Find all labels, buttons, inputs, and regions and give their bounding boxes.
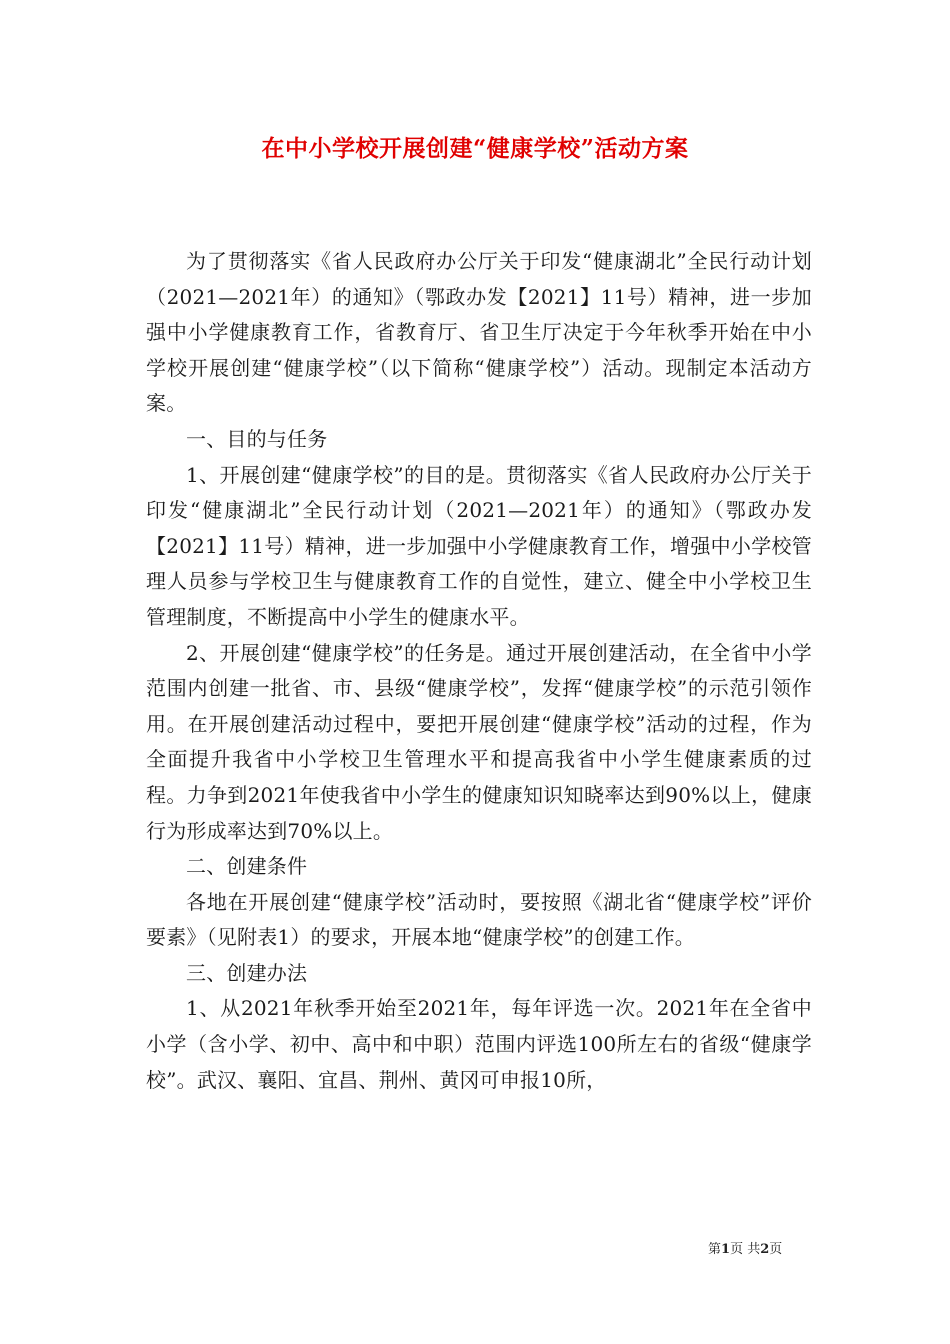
task-paragraph: 2、开展创建“健康学校”的任务是。通过开展创建活动，在全省中小学范围内创建一批省、市、县级“健康学校”，发挥“健康学校”的示范引领作用。在开展创建活动过程中，要把开展创建“健康学校”活动的过程，作为全面提升我省中小学校卫生管理水平和提高我省中小学生健康素质的过程。力争到2021年使我省中小学生的健康知识知晓率达到90%以上，健康行为形成率达到70%以上。: [146, 640, 812, 843]
footer-current-page: 1: [721, 1242, 731, 1257]
footer-suffix: 页: [769, 1242, 783, 1257]
footer-middle: 页 共: [730, 1242, 761, 1257]
document-title: 在中小学校开展创建“健康学校”活动方案: [261, 135, 689, 162]
page-footer: [708, 1241, 828, 1259]
section-heading-methods: 三、创建办法: [186, 960, 308, 985]
methods-paragraph: 1、从2021年秋季开始至2021年，每年评选一次。2021年在全省中小学（含小学、初中、高中和中职）范围内评选100所左右的省级“健康学校”。武汉、襄阳、宜昌、荆州、黄冈可申报10所，: [146, 996, 812, 1092]
document-body: [146, 244, 812, 1098]
section-heading-purpose: 一、目的与任务: [186, 426, 328, 451]
section-heading-conditions: 二、创建条件: [186, 854, 308, 879]
conditions-paragraph: 各地在开展创建“健康学校”活动时，要按照《湖北省“健康学校”评价要素》（见附表1）的要求，开展本地“健康学校”的创建工作。: [146, 889, 812, 950]
intro-paragraph: 为了贯彻落实《省人民政府办公厅关于印发“健康湖北”全民行动计划（2021—2021年）的通知》（鄂政办发【2021】11号）精神，进一步加强中小学健康教育工作，省教育厅、省卫生厅决定于今年秋季开始在中小学校开展创建“健康学校”（以下简称“健康学校”）活动。现制定本活动方案。: [146, 249, 812, 416]
purpose-paragraph: 1、开展创建“健康学校”的目的是。贯彻落实《省人民政府办公厅关于印发“健康湖北”全民行动计划（2021—2021年）的通知》（鄂政办发【2021】11号）精神，进一步加强中小学健康教育工作，增强中小学校管理人员参与学校卫生与健康教育工作的自觉性，建立、健全中小学校卫生管理制度，不断提高中小学生的健康水平。: [146, 462, 812, 629]
footer-total-pages: 2: [760, 1242, 770, 1257]
footer-prefix: 第: [708, 1242, 722, 1257]
